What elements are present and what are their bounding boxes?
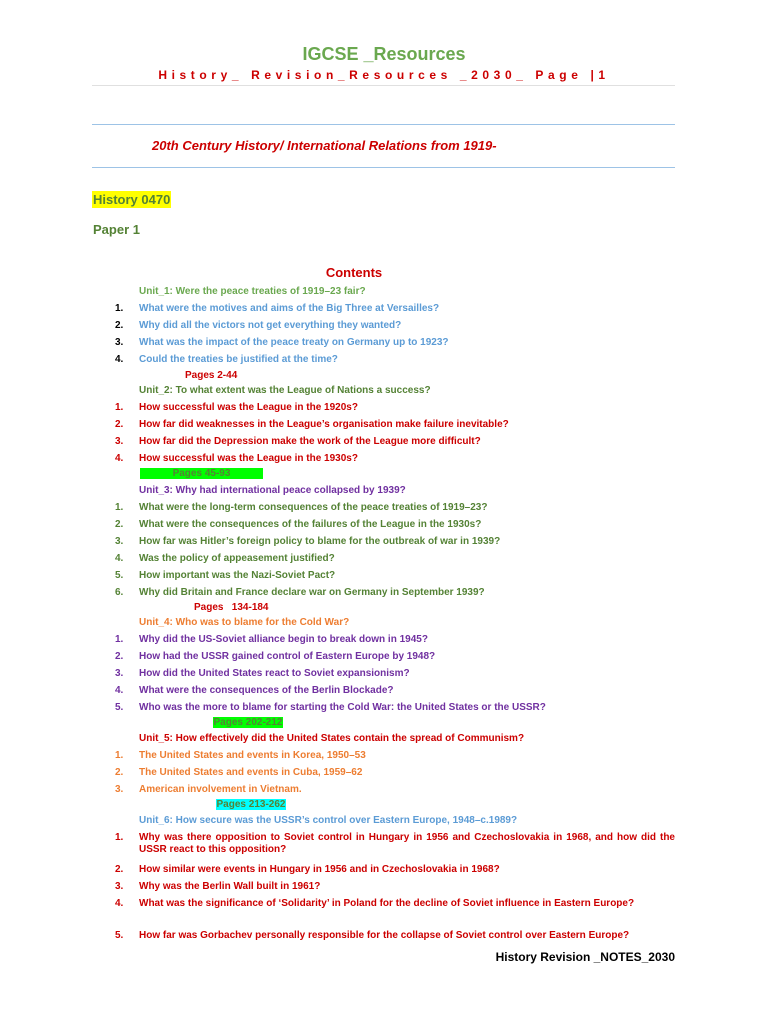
- list-item: How important was the Nazi-Soviet Pact?: [139, 570, 336, 581]
- list-item: Why did all the victors not get everything they wanted?: [139, 320, 402, 331]
- list-number: 3.: [115, 536, 124, 547]
- list-item: How successful was the League in the 1930s?: [139, 453, 358, 464]
- list-number: 1.: [115, 750, 124, 761]
- list-number: 2.: [115, 864, 124, 875]
- list-number: 3.: [115, 784, 124, 795]
- unit-title: Unit_6: How secure was the USSR’s control over Eastern Europe, 1948–c.1989?: [139, 815, 518, 826]
- list-item: What were the long-term consequences of the peace treaties of 1919–23?: [139, 502, 488, 513]
- list-number: 6.: [115, 587, 124, 598]
- header-title: IGCSE _Resources: [302, 44, 466, 64]
- list-item: Why was there opposition to Soviet control in Hungary in 1956 and Czechoslovakia in 1968, and how did the USSR react to this opposition?: [139, 832, 675, 855]
- header-subtitle: History_ Revision_Resources _2030_ Page |1: [158, 68, 610, 82]
- list-item: American involvement in Vietnam.: [139, 784, 302, 795]
- pages-range: Pages 134-184: [194, 602, 269, 613]
- list-item: How successful was the League in the 1920s?: [139, 402, 358, 413]
- list-item: How similar were events in Hungary in 1956 and in Czechoslovakia in 1968?: [139, 864, 500, 875]
- list-number: 2.: [115, 767, 124, 778]
- list-item: Who was the more to blame for starting the Cold War: the United States or the USSR?: [139, 702, 546, 713]
- pages-range: Pages 202-212: [213, 717, 283, 728]
- list-item: Why did the US-Soviet alliance begin to break down in 1945?: [139, 634, 428, 645]
- list-number: 3.: [115, 881, 124, 892]
- subject-rule-bottom: [92, 167, 675, 168]
- pages-range: Pages 2-44: [185, 370, 238, 381]
- list-item: The United States and events in Cuba, 1959–62: [139, 767, 363, 778]
- unit-title: Unit_3: Why had international peace collapsed by 1939?: [139, 485, 406, 496]
- subject-line: 20th Century History/ International Relations from 1919-: [152, 138, 497, 153]
- list-item: How had the USSR gained control of Eastern Europe by 1948?: [139, 651, 436, 662]
- list-number: 4.: [115, 553, 124, 564]
- course-label: History 0470: [93, 192, 171, 207]
- unit-title: Unit_5: How effectively did the United States contain the spread of Communism?: [139, 733, 525, 744]
- list-number: 3.: [115, 436, 124, 447]
- list-item: How far did weaknesses in the League’s organisation make failure inevitable?: [139, 419, 509, 430]
- list-number: 4.: [115, 898, 124, 909]
- unit-title: Unit_1: Were the peace treaties of 1919–23 fair?: [139, 286, 366, 297]
- list-item: Was the policy of appeasement justified?: [139, 553, 335, 564]
- list-number: 5.: [115, 702, 124, 713]
- list-number: 1.: [115, 402, 124, 413]
- list-number: 2.: [115, 320, 124, 331]
- list-number: 1.: [115, 303, 124, 314]
- pages-range: Pages 45-93: [140, 468, 263, 479]
- list-item: How far did the Depression make the work of the League more difficult?: [139, 436, 481, 447]
- list-item: What were the consequences of the Berlin Blockade?: [139, 685, 394, 696]
- list-number: 1.: [115, 634, 124, 645]
- list-item: The United States and events in Korea, 1950–53: [139, 750, 366, 761]
- list-item: How far was Hitler’s foreign policy to blame for the outbreak of war in 1939?: [139, 536, 501, 547]
- list-number: 3.: [115, 668, 124, 679]
- list-number: 4.: [115, 453, 124, 464]
- list-item: What were the motives and aims of the Big Three at Versailles?: [139, 303, 440, 314]
- list-number: 5.: [115, 930, 124, 941]
- list-item: What were the consequences of the failures of the League in the 1930s?: [139, 519, 482, 530]
- contents-heading: Contents: [325, 265, 383, 280]
- list-item: Why was the Berlin Wall built in 1961?: [139, 881, 321, 892]
- list-item: What was the impact of the peace treaty on Germany up to 1923?: [139, 337, 449, 348]
- unit-title: Unit_2: To what extent was the League of Nations a success?: [139, 385, 431, 396]
- list-item: How did the United States react to Soviet expansionism?: [139, 668, 410, 679]
- list-number: 1.: [115, 832, 124, 843]
- list-item: What was the significance of ‘Solidarity’ in Poland for the decline of Soviet influence in Eastern Europe?: [139, 898, 635, 909]
- list-number: 2.: [115, 651, 124, 662]
- pages-range: Pages 213-262: [216, 799, 286, 810]
- list-number: 4.: [115, 685, 124, 696]
- list-item: Why did Britain and France declare war on Germany in September 1939?: [139, 587, 485, 598]
- header-divider: [92, 85, 675, 86]
- unit-title: Unit_4: Who was to blame for the Cold War?: [139, 617, 350, 628]
- subject-rule-top: [92, 124, 675, 125]
- list-number: 1.: [115, 502, 124, 513]
- page-footer: History Revision _NOTES_2030: [495, 950, 675, 964]
- list-number: 2.: [115, 519, 124, 530]
- list-number: 3.: [115, 337, 124, 348]
- list-item: How far was Gorbachev personally responsible for the collapse of Soviet control over Eastern Europe?: [139, 930, 630, 941]
- list-item: Could the treaties be justified at the time?: [139, 354, 338, 365]
- paper-label: Paper 1: [93, 222, 140, 237]
- list-number: 2.: [115, 419, 124, 430]
- list-number: 5.: [115, 570, 124, 581]
- list-number: 4.: [115, 354, 124, 365]
